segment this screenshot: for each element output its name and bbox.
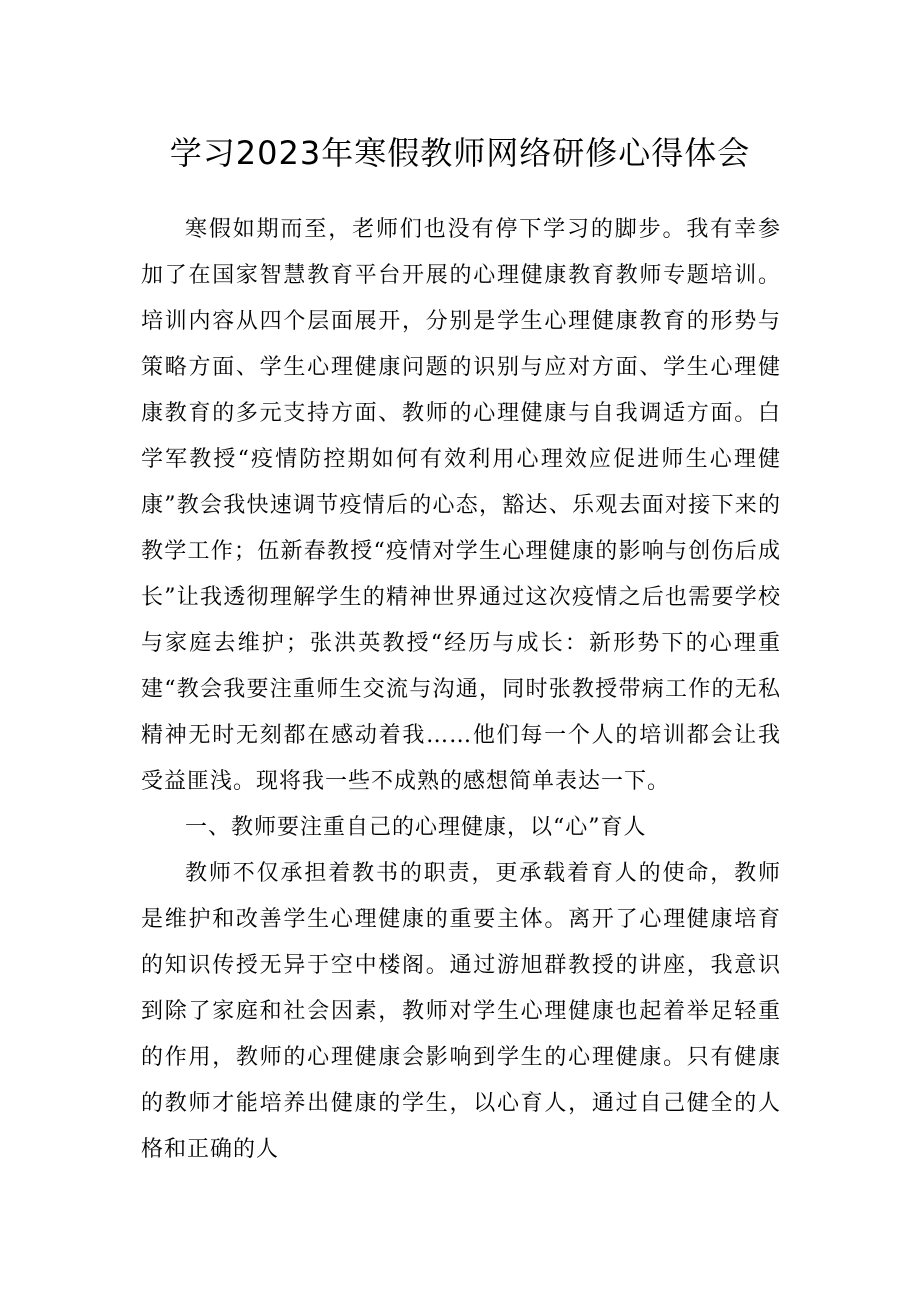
document-title: 学习2023年寒假教师网络研修心得体会 — [169, 134, 751, 172]
section-1-paragraph: 教师不仅承担着教书的职责，更承载着育人的使命，教师是维护和改善学生心理健康的重要主体。离开了心理健康培育的知识传授无异于空中楼阁。通过游旭群教授的讲座，我意识到除了家庭和社会因素，教师对学生心理健康也起着举足轻重的作用，教师的心理健康会影响到学生的心理健康。只有健康的教师才能培养出健康的学生，以心育人，通过自己健全的人格和正确的人 — [141, 861, 781, 1162]
section-heading-1: 一、教师要注重自己的心理健康，以“心”育人 — [185, 815, 647, 840]
document-body — [141, 207, 781, 1173]
intro-paragraph: 寒假如期而至，老师们也没有停下学习的脚步。我有幸参加了在国家智慧教育平台开展的心理健康教育教师专题培训。培训内容从四个层面展开，分别是学生心理健康教育的形势与策略方面、学生心理健康问题的识别与应对方面、学生心理健康教育的多元支持方面、教师的心理健康与自我调适方面。白学军教授“疫情防控期如何有效利用心理效应促进师生心理健康”教会我快速调节疫情后的心态，豁达、乐观去面对接下来的教学工作；伍新春教授“疫情对学生心理健康的影响与创伤后成长”让我透彻理解学生的精神世界通过这次疫情之后也需要学校与家庭去维护；张洪英教授“经历与成长：新形势下的心理重建“教会我要注重师生交流与沟通，同时张教授带病工作的无私精神无时无刻都在感动着我……他们每一个人的培训都会让我受益匪浅。现将我一些不成熟的感想简单表达一下。 — [141, 217, 781, 794]
